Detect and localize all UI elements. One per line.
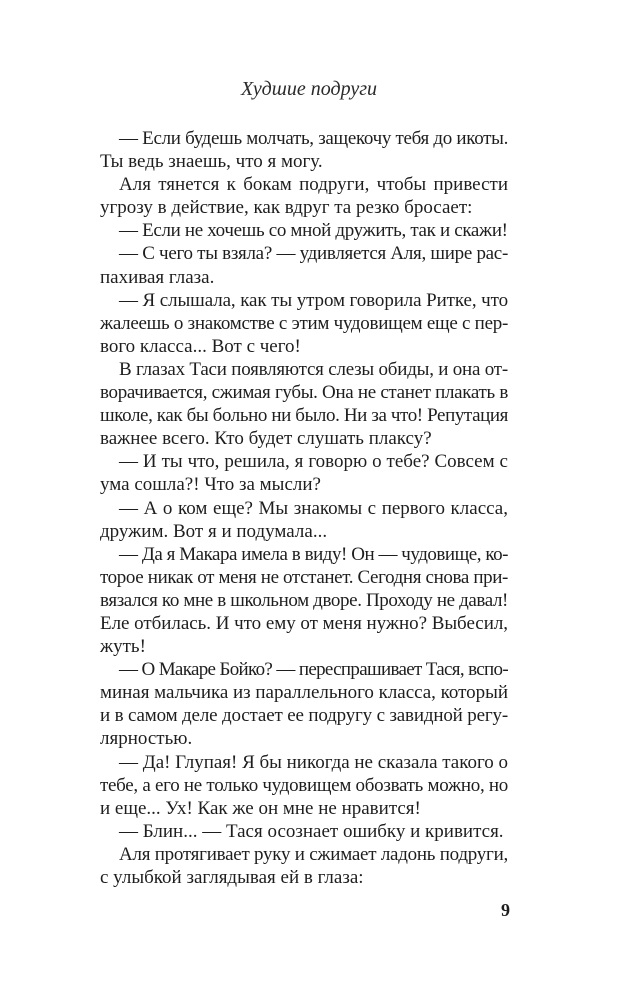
- text-line-content: — Я слышала, как ты утром говорила Ритке, что: [119, 289, 508, 311]
- text-line-content: жалеешь о знакомстве с этим чудовищем еще с пер-: [100, 312, 508, 334]
- text-line: [100, 566, 508, 589]
- text-line-content: Еле отбилась. И что ему от меня нужно? Выбесил,: [100, 612, 508, 634]
- text-line-content: дружим. Вот я и подумала...: [100, 520, 328, 542]
- text-line-content: В глазах Таси появляются слезы обиды, и она от-: [119, 358, 508, 380]
- text-line: [100, 173, 508, 196]
- text-line-content: вого класса... Вот с чего!: [100, 335, 301, 357]
- text-line: [100, 473, 508, 496]
- text-line-content: — Да я Макара имела в виду! Он — чудовище, ко-: [119, 543, 508, 565]
- text-line: [100, 266, 508, 289]
- text-line: [100, 427, 508, 450]
- text-line: [100, 543, 508, 566]
- text-line-content: — Блин... — Тася осознает ошибку и кривится.: [119, 820, 504, 842]
- text-line-content: и в самом деле достает ее подругу с завидной регу-: [100, 705, 508, 727]
- text-line-content: ворачивается, сжимая губы. Она не станет плакать в: [100, 382, 508, 404]
- text-line-content: — Да! Глупая! Я бы никогда не сказала такого о: [119, 751, 508, 773]
- text-line-content: торое никак от меня не отстанет. Сегодня снова при-: [100, 566, 508, 588]
- text-line: [100, 612, 508, 635]
- text-line: [100, 797, 508, 820]
- text-line-content: вязался ко мне в школьном дворе. Проходу не давал!: [100, 589, 508, 611]
- text-line: [100, 727, 508, 750]
- text-line-content: — С чего ты взяла? — удивляется Аля, шире рас-: [119, 243, 508, 265]
- text-line-content: школе, как бы больно ни было. Ни за что! Репутация: [100, 405, 508, 427]
- text-line: [100, 358, 508, 381]
- text-line-content: — И ты что, решила, я говорю о тебе? Совсем с: [119, 451, 508, 473]
- text-line-content: лярностью.: [100, 728, 193, 750]
- text-line: [100, 335, 508, 358]
- text-line-content: ума сошла?! Что за мысли?: [100, 474, 321, 496]
- text-line: [100, 520, 508, 543]
- text-line: [100, 312, 508, 335]
- text-line-content: Ты ведь знаешь, что я могу.: [100, 151, 323, 173]
- body-text: [100, 127, 508, 889]
- text-line: [100, 658, 508, 681]
- text-line-content: миная мальчика из параллельного класса, который: [100, 682, 508, 704]
- text-line-content: — Если будешь молчать, защекочу тебя до икоты.: [119, 128, 508, 149]
- text-line: [100, 289, 508, 312]
- text-line: [100, 219, 508, 242]
- text-line: [100, 820, 508, 843]
- text-line-content: Аля протягивает руку и сжимает ладонь подруги,: [119, 843, 508, 865]
- text-line: [100, 751, 508, 774]
- text-line: [100, 843, 508, 866]
- text-line-content: угрозу в действие, как вдруг та резко бросает:: [100, 197, 473, 219]
- text-line: [100, 589, 508, 612]
- text-line-content: с улыбкой заглядывая ей в глаза:: [100, 867, 364, 888]
- text-line: [100, 681, 508, 704]
- text-line-content: — Если не хочешь со мной дружить, так и скажи!: [119, 220, 508, 242]
- text-line: [100, 774, 508, 797]
- text-line: [100, 404, 508, 427]
- text-line: [100, 450, 508, 473]
- text-line-content: тебе, а его не только чудовищем обозвать можно, но: [100, 774, 508, 796]
- text-line-content: — О Макаре Бойко? — переспрашивает Тася, вспо-: [119, 659, 508, 681]
- text-line: [100, 150, 508, 173]
- text-line-content: Аля тянется к бокам подруги, чтобы привести: [119, 174, 508, 196]
- text-line-content: — А о ком еще? Мы знакомы с первого класса,: [119, 497, 508, 519]
- text-line: [100, 196, 508, 219]
- page-number: 9: [501, 900, 510, 920]
- text-line: [100, 866, 508, 889]
- text-line-content: жуть!: [100, 636, 146, 658]
- text-line-content: и еще... Ух! Как же он мне не нравится!: [100, 797, 421, 819]
- text-line: [100, 497, 508, 520]
- running-head: Худшие подруги: [241, 78, 377, 100]
- text-line: [100, 381, 508, 404]
- text-line: [100, 127, 508, 150]
- text-line: [100, 704, 508, 727]
- text-line-content: пахивая глаза.: [100, 266, 215, 288]
- text-line-content: важнее всего. Кто будет слушать плаксу?: [100, 428, 432, 450]
- text-line: [100, 635, 508, 658]
- text-line: [100, 242, 508, 265]
